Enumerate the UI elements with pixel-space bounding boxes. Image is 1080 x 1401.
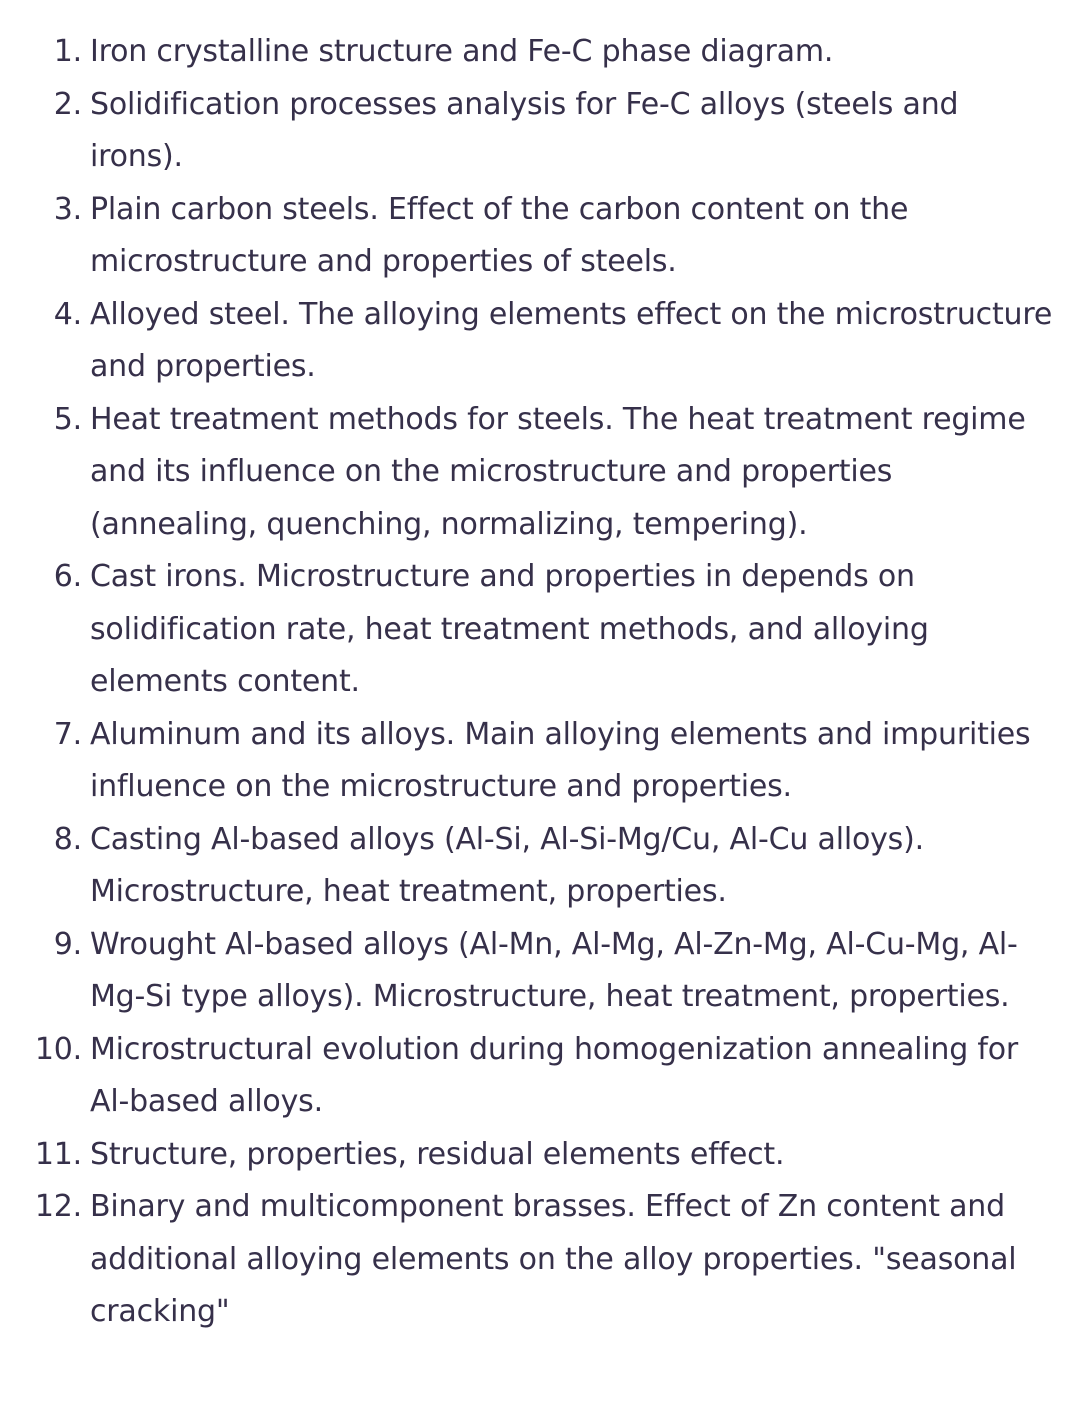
list-item xyxy=(0,1181,1080,1339)
item-number: 8. xyxy=(53,821,82,857)
list-item xyxy=(0,814,1080,919)
item-text: Binary and multicomponent brasses. Effect of Zn content and additional alloying elements on the alloy properties. "seasonal cracking" xyxy=(90,1189,1017,1329)
list-item xyxy=(0,919,1080,1024)
item-number: 1. xyxy=(53,34,82,69)
topic-list xyxy=(0,26,1080,1339)
item-number: 10. xyxy=(34,1031,82,1067)
list-item xyxy=(0,551,1080,709)
item-number: 2. xyxy=(53,86,82,122)
item-text: Heat treatment methods for steels. The heat treatment regime and its influence on the microstructure and properties (annealing, quenching, normalizing, tempering). xyxy=(90,401,1026,542)
list-item xyxy=(0,394,1080,552)
list-item xyxy=(0,184,1080,289)
item-text: Iron crystalline structure and Fe-C phase diagram. xyxy=(90,34,834,69)
list-item xyxy=(0,26,1080,79)
list-item xyxy=(0,709,1080,814)
list-item xyxy=(0,289,1080,394)
item-text: Casting Al-based alloys (Al-Si, Al-Si-Mg/Cu, Al-Cu alloys). Microstructure, heat treatment, properties. xyxy=(90,821,924,909)
list-item xyxy=(0,1024,1080,1129)
item-text: Plain carbon steels. Effect of the carbon content on the microstructure and properties of steels. xyxy=(90,191,909,279)
item-number: 3. xyxy=(53,191,82,227)
list-item xyxy=(0,79,1080,184)
item-text: Solidification processes analysis for Fe-C alloys (steels and irons). xyxy=(90,86,959,174)
list-item xyxy=(0,1129,1080,1182)
item-text: Alloyed steel. The alloying elements effect on the microstructure and properties. xyxy=(90,296,1053,384)
item-text: Aluminum and its alloys. Main alloying elements and impurities influence on the microstructure and properties. xyxy=(90,716,1031,804)
item-number: 5. xyxy=(53,401,82,437)
item-text: Wrought Al-based alloys (Al-Mn, Al-Mg, Al-Zn-Mg, Al-Cu-Mg, Al-Mg-Si type alloys). Microstructure, heat treatment, properties. xyxy=(90,926,1018,1014)
item-number: 6. xyxy=(53,559,82,594)
item-number: 12. xyxy=(34,1189,82,1224)
item-number: 4. xyxy=(53,296,82,332)
item-number: 11. xyxy=(34,1136,82,1172)
item-text: Cast irons. Microstructure and properties in depends on solidification rate, heat treatment methods, and alloying elements content. xyxy=(90,559,929,699)
item-text: Microstructural evolution during homogenization annealing for Al-based alloys. xyxy=(90,1031,1019,1119)
item-number: 9. xyxy=(53,926,82,962)
item-text: Structure, properties, residual elements effect. xyxy=(90,1136,785,1172)
item-number: 7. xyxy=(53,716,82,752)
